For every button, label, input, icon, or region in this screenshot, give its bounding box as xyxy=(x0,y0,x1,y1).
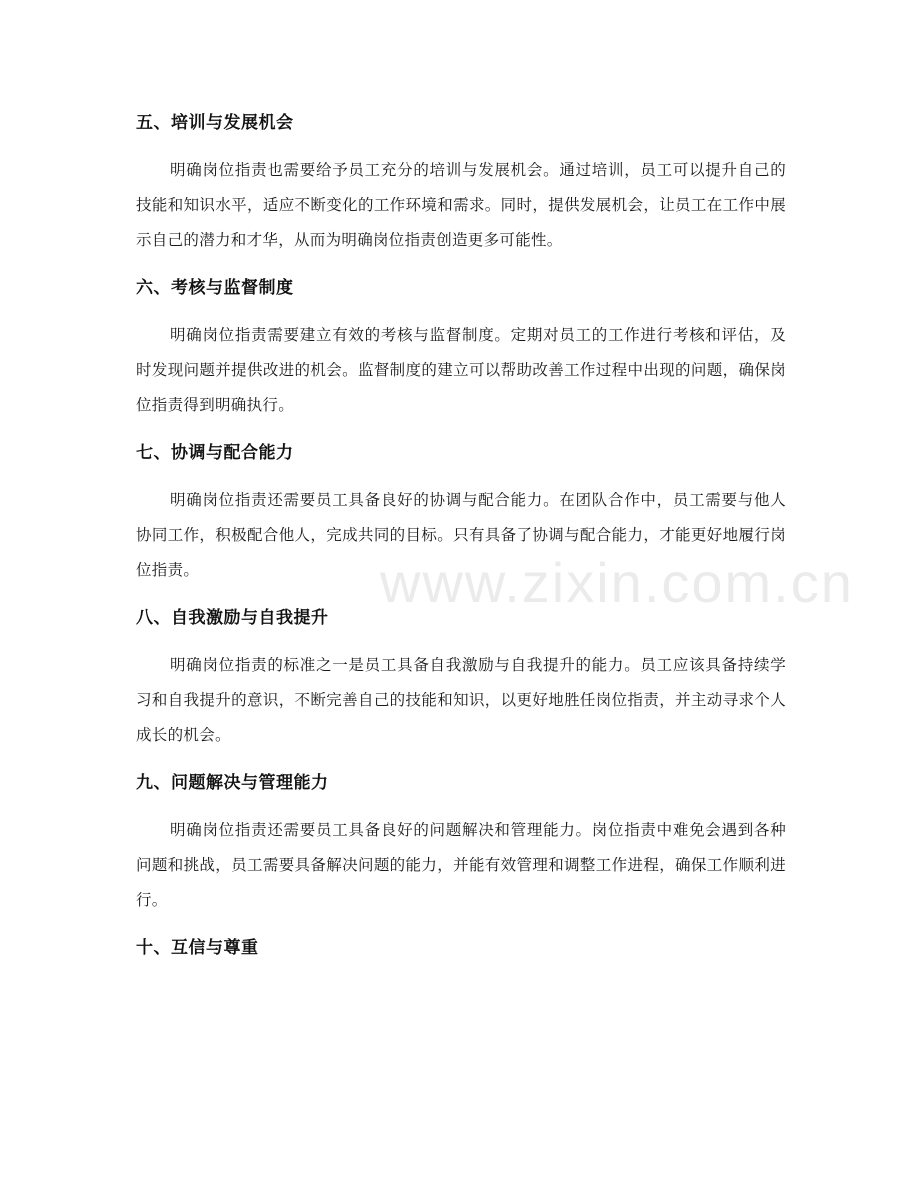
section-trust-respect xyxy=(136,931,786,965)
section-heading: 九、问题解决与管理能力 xyxy=(136,773,329,793)
section-paragraph: 明确岗位指责需要建立有效的考核与监督制度。定期对员工的工作进行考核和评估，及时发现问题并提供改进的机会。监督制度的建立可以帮助改善工作过程中出现的问题，确保岗位指责得到明确执行。 xyxy=(136,326,786,414)
section-heading: 八、自我激励与自我提升 xyxy=(136,608,329,628)
section-assessment xyxy=(136,271,786,423)
section-paragraph: 明确岗位指责也需要给予员工充分的培训与发展机会。通过培训，员工可以提升自己的技能和知识水平，适应不断变化的工作环境和需求。同时，提供发展机会，让员工在工作中展示自己的潜力和才华，从而为明确岗位指责创造更多可能性。 xyxy=(136,161,786,249)
section-paragraph: 明确岗位指责还需要员工具备良好的问题解决和管理能力。岗位指责中难免会遇到各种问题和挑战，员工需要具备解决问题的能力，并能有效管理和调整工作进程，确保工作顺利进行。 xyxy=(136,821,786,909)
section-heading: 十、互信与尊重 xyxy=(136,938,259,958)
section-paragraph: 明确岗位指责还需要员工具备良好的协调与配合能力。在团队合作中，员工需要与他人协同工作，积极配合他人，完成共同的目标。只有具备了协调与配合能力，才能更好地履行岗位指责。 xyxy=(136,491,786,579)
watermark: www.zixin.com.cn xyxy=(380,551,854,614)
section-problem-solving xyxy=(136,766,786,918)
document-content xyxy=(136,106,786,978)
section-heading: 五、培训与发展机会 xyxy=(136,113,294,133)
section-training xyxy=(136,106,786,258)
section-self-motivation xyxy=(136,601,786,753)
section-coordination xyxy=(136,436,786,588)
section-paragraph: 明确岗位指责的标准之一是员工具备自我激励与自我提升的能力。员工应该具备持续学习和自我提升的意识，不断完善自己的技能和知识，以更好地胜任岗位指责，并主动寻求个人成长的机会。 xyxy=(136,656,786,744)
section-heading: 七、协调与配合能力 xyxy=(136,443,294,463)
section-heading: 六、考核与监督制度 xyxy=(136,278,294,298)
